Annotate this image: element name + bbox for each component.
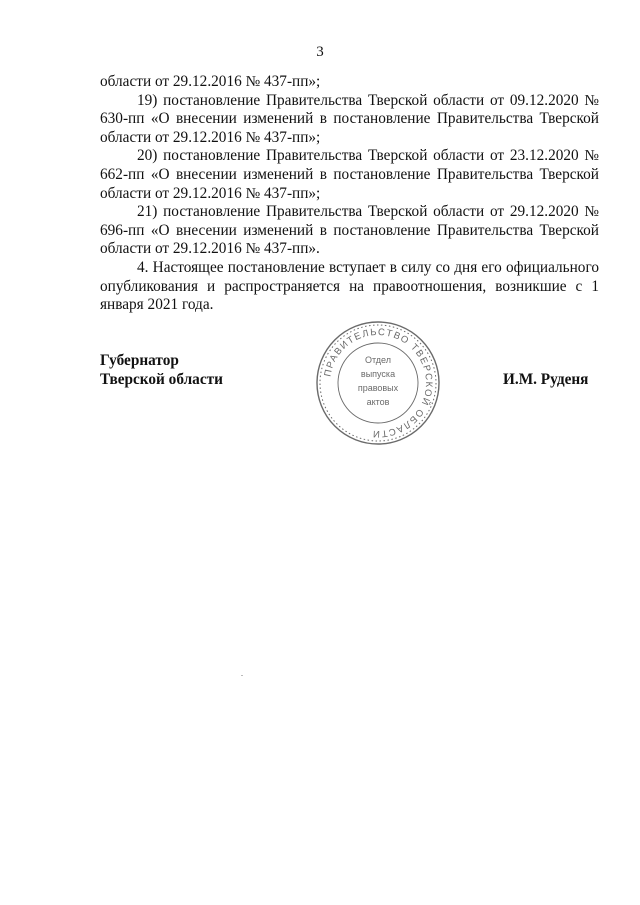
stamp-center-line: правовых <box>357 383 399 393</box>
signatory-name: И.М. Руденя <box>503 371 589 388</box>
signatory-position <box>100 352 223 389</box>
list-item-20: 20) постановление Правительства Тверской области от 23.12.2020 № 662-пп «О внесении изменений в постановление Правительства Тверской области от 29.12.2016 № 437-пп»; <box>100 147 599 202</box>
signatory-position-line2: Тверской области <box>100 370 223 388</box>
stamp-svg <box>313 318 443 448</box>
stamp-center-line: актов <box>366 397 390 407</box>
stamp-center-line: Отдел <box>364 355 392 365</box>
stamp-ring-text: ПРАВИТЕЛЬСТВО ТВЕРСКОЙ ОБЛАСТИ <box>322 326 435 440</box>
list-item-21: 21) постановление Правительства Тверской области от 29.12.2020 № 696-пп «О внесении изменений в постановление Правительства Тверской области от 29.12.2016 № 437-пп». <box>100 203 599 258</box>
paragraph-continuation: области от 29.12.2016 № 437-пп»; <box>100 73 321 90</box>
stamp-center-line: выпуска <box>360 369 396 379</box>
page-number: 3 <box>316 44 324 60</box>
scan-speck <box>241 675 243 676</box>
signatory-position-line1: Губернатор <box>100 352 179 369</box>
official-stamp <box>313 318 443 448</box>
document-body <box>100 73 599 315</box>
list-item-19: 19) постановление Правительства Тверской области от 09.12.2020 № 630-пп «О внесении изменений в постановление Правительства Тверской области от 29.12.2016 № 437-пп»; <box>100 91 599 146</box>
clause-4: 4. Настоящее постановление вступает в силу со дня его официального опубликования и распространяется на правоотношения, возникшие с 1 января 2021 года. <box>100 258 599 314</box>
